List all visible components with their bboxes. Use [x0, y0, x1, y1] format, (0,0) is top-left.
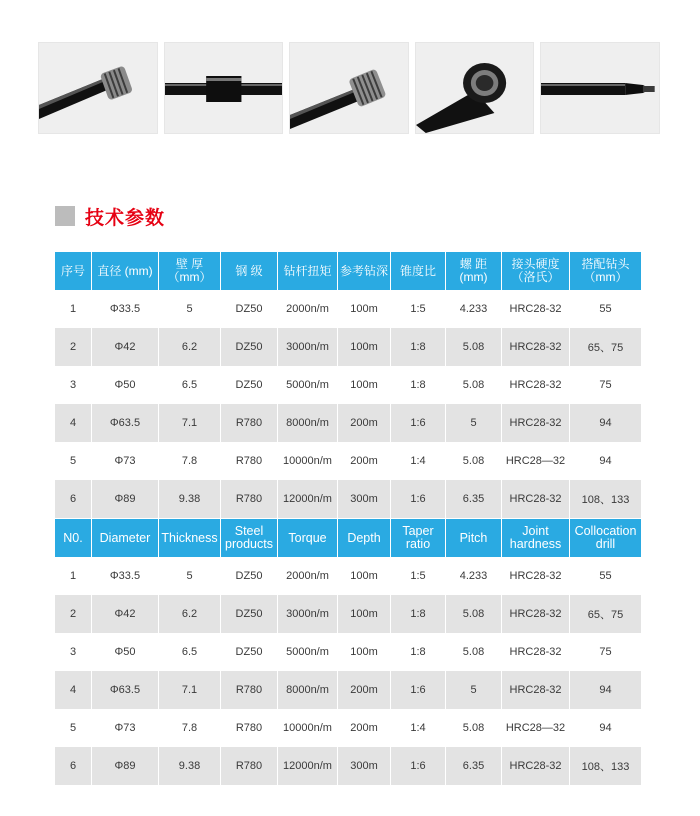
table-cell: R780	[220, 671, 277, 709]
table-cell: 7.1	[158, 404, 220, 442]
table-cell: 10000n/m	[277, 442, 337, 480]
table-cell: 4.233	[445, 290, 501, 328]
table-cell: 1:6	[390, 671, 445, 709]
table-cell: 2000n/m	[277, 290, 337, 328]
table-cell: HRC28-32	[501, 366, 569, 404]
table-row	[55, 442, 641, 480]
table-row	[55, 557, 641, 595]
table-cell: HRC28-32	[501, 633, 569, 671]
table-cell: 1:8	[390, 595, 445, 633]
table-cell: 10000n/m	[277, 709, 337, 747]
table-cell: 5.08	[445, 442, 501, 480]
column-header: Thickness	[158, 518, 220, 557]
table-cell: 8000n/m	[277, 404, 337, 442]
table-cell: 1:4	[390, 442, 445, 480]
table-cell: Φ50	[91, 366, 158, 404]
table-cell: 5000n/m	[277, 366, 337, 404]
table-cell: 5	[55, 709, 91, 747]
table-cell: 12000n/m	[277, 747, 337, 785]
table-cell: 4.233	[445, 557, 501, 595]
table-cell: 55	[569, 557, 641, 595]
table-cell: 1:5	[390, 557, 445, 595]
column-header: Joint hardness	[501, 518, 569, 557]
table-cell: 2000n/m	[277, 557, 337, 595]
table-cell: 200m	[337, 709, 390, 747]
table-header-row	[55, 251, 641, 290]
table-cell: 3	[55, 633, 91, 671]
table-cell: HRC28-32	[501, 328, 569, 366]
table-cell: 9.38	[158, 480, 220, 518]
table-cell: 5	[55, 442, 91, 480]
table-cell: 5	[445, 671, 501, 709]
table-cell: Φ73	[91, 709, 158, 747]
table-cell: 3000n/m	[277, 595, 337, 633]
column-header: Steel products	[220, 518, 277, 557]
table-row	[55, 328, 641, 366]
table-cell: 1:4	[390, 709, 445, 747]
table-cell: 75	[569, 366, 641, 404]
table-row	[55, 404, 641, 442]
table-cell: 300m	[337, 747, 390, 785]
table-cell: Φ73	[91, 442, 158, 480]
heading-square-icon	[55, 206, 75, 226]
table-cell: 6.35	[445, 747, 501, 785]
table-cell: 1:8	[390, 328, 445, 366]
column-header: N0.	[55, 518, 91, 557]
table-cell: DZ50	[220, 633, 277, 671]
table-row	[55, 709, 641, 747]
table-row	[55, 290, 641, 328]
table-row	[55, 633, 641, 671]
spec-table	[55, 251, 641, 785]
table-header-row	[55, 518, 641, 557]
table-cell: DZ50	[220, 595, 277, 633]
table-cell: 94	[569, 442, 641, 480]
table-cell: 100m	[337, 557, 390, 595]
table-cell: R780	[220, 747, 277, 785]
table-cell: 6.2	[158, 328, 220, 366]
column-header: 直径 (mm)	[91, 251, 158, 290]
table-cell: 300m	[337, 480, 390, 518]
table-cell: 100m	[337, 328, 390, 366]
table-cell: 6.2	[158, 595, 220, 633]
table-cell: Φ33.5	[91, 557, 158, 595]
threaded-pin-rod-photo	[289, 42, 409, 134]
table-cell: 5.08	[445, 709, 501, 747]
product-photos	[38, 42, 660, 132]
table-cell: 8000n/m	[277, 671, 337, 709]
table-cell: 1:8	[390, 366, 445, 404]
table-cell: 6	[55, 480, 91, 518]
rod-with-bit-photo	[540, 42, 660, 134]
table-cell: Φ42	[91, 328, 158, 366]
table-cell: HRC28-32	[501, 747, 569, 785]
table-cell: 100m	[337, 366, 390, 404]
table-cell: 1:6	[390, 480, 445, 518]
column-header: Pitch	[445, 518, 501, 557]
table-cell: 9.38	[158, 747, 220, 785]
column-header: Diameter	[91, 518, 158, 557]
column-header: 序号	[55, 251, 91, 290]
column-header: 搭配钻头 （mm）	[569, 251, 641, 290]
table-cell: 100m	[337, 633, 390, 671]
table-cell: 1:6	[390, 404, 445, 442]
table-row	[55, 366, 641, 404]
table-cell: 6.35	[445, 480, 501, 518]
table-cell: 6.5	[158, 366, 220, 404]
table-cell: 75	[569, 633, 641, 671]
table-cell: 5000n/m	[277, 633, 337, 671]
rod-coupling-photo	[164, 42, 284, 134]
column-header: 接头硬度 （洛氏）	[501, 251, 569, 290]
table-row	[55, 595, 641, 633]
table-cell: 5	[158, 290, 220, 328]
table-cell: 200m	[337, 671, 390, 709]
table-cell: 100m	[337, 595, 390, 633]
table-cell: 7.8	[158, 442, 220, 480]
section-heading	[55, 203, 165, 229]
table-cell: R780	[220, 480, 277, 518]
table-cell: 6.5	[158, 633, 220, 671]
column-header: Depth	[337, 518, 390, 557]
table-cell: Φ89	[91, 480, 158, 518]
table-cell: 65、75	[569, 328, 641, 366]
table-cell: 94	[569, 404, 641, 442]
table-row	[55, 747, 641, 785]
table-cell: 100m	[337, 290, 390, 328]
column-header: 钢 级	[220, 251, 277, 290]
table-row	[55, 671, 641, 709]
table-cell: HRC28—32	[501, 442, 569, 480]
table-cell: HRC28-32	[501, 404, 569, 442]
table-cell: Φ89	[91, 747, 158, 785]
table-cell: 3000n/m	[277, 328, 337, 366]
table-cell: HRC28-32	[501, 671, 569, 709]
section-title: 技术参数	[85, 207, 166, 229]
table-cell: 7.8	[158, 709, 220, 747]
table-cell: 65、75	[569, 595, 641, 633]
table-cell: HRC28—32	[501, 709, 569, 747]
table-cell: HRC28-32	[501, 595, 569, 633]
column-header: Taper ratio	[390, 518, 445, 557]
table-cell: DZ50	[220, 366, 277, 404]
table-cell: 2	[55, 328, 91, 366]
table-cell: R780	[220, 709, 277, 747]
table-cell: 5	[158, 557, 220, 595]
column-header: Collocation drill	[569, 518, 641, 557]
table-cell: 12000n/m	[277, 480, 337, 518]
column-header: 螺 距 (mm)	[445, 251, 501, 290]
table-cell: 1	[55, 290, 91, 328]
table-cell: 5.08	[445, 366, 501, 404]
table-cell: 5.08	[445, 633, 501, 671]
table-cell: 94	[569, 671, 641, 709]
table-cell: Φ42	[91, 595, 158, 633]
table-cell: DZ50	[220, 557, 277, 595]
column-header: 壁 厚 （mm）	[158, 251, 220, 290]
table-row	[55, 480, 641, 518]
table-cell: 5	[445, 404, 501, 442]
table-cell: 94	[569, 709, 641, 747]
table-cell: R780	[220, 404, 277, 442]
table-cell: 1	[55, 557, 91, 595]
table-cell: Φ63.5	[91, 404, 158, 442]
table-cell: 6	[55, 747, 91, 785]
table-cell: HRC28-32	[501, 557, 569, 595]
table-cell: 5.08	[445, 328, 501, 366]
table-cell: 55	[569, 290, 641, 328]
table-cell: Φ63.5	[91, 671, 158, 709]
column-header: 锥度比	[390, 251, 445, 290]
table-cell: 1:8	[390, 633, 445, 671]
table-cell: DZ50	[220, 290, 277, 328]
column-header: 参考钻深	[337, 251, 390, 290]
table-cell: 2	[55, 595, 91, 633]
table-cell: 3	[55, 366, 91, 404]
table-cell: 4	[55, 404, 91, 442]
threaded-pin-rod-photo	[38, 42, 158, 134]
table-cell: HRC28-32	[501, 290, 569, 328]
column-header: Torque	[277, 518, 337, 557]
table-cell: 1:6	[390, 747, 445, 785]
table-cell: 1:5	[390, 290, 445, 328]
table-cell: 108、133	[569, 480, 641, 518]
column-header: 钻杆扭矩	[277, 251, 337, 290]
table-cell: Φ33.5	[91, 290, 158, 328]
table-cell: DZ50	[220, 328, 277, 366]
table-cell: 108、133	[569, 747, 641, 785]
table-cell: 200m	[337, 404, 390, 442]
table-cell: R780	[220, 442, 277, 480]
table-cell: 7.1	[158, 671, 220, 709]
table-cell: 4	[55, 671, 91, 709]
table-cell: 5.08	[445, 595, 501, 633]
table-cell: Φ50	[91, 633, 158, 671]
table-cell: 200m	[337, 442, 390, 480]
table-cell: HRC28-32	[501, 480, 569, 518]
box-end-rod-photo	[415, 42, 535, 134]
